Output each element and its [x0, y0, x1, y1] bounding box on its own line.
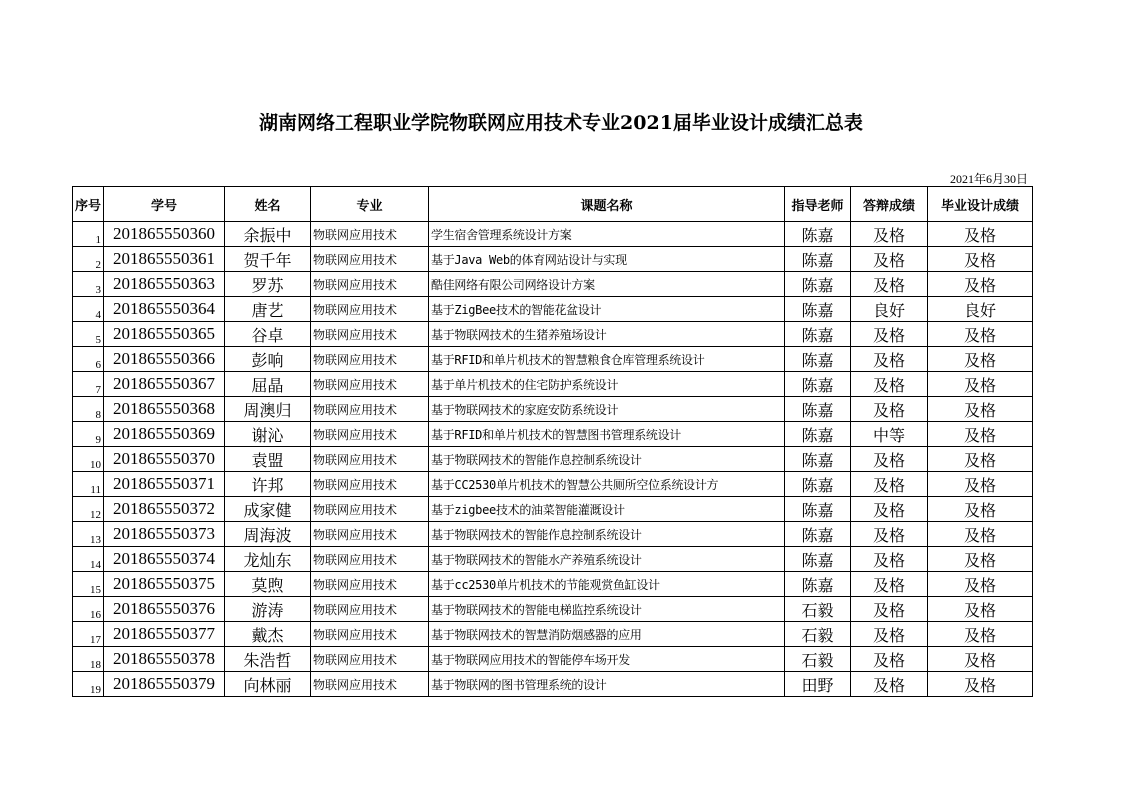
cell-seq: 10	[73, 447, 104, 472]
cell-topic: 基于RFID和单片机技术的智慧图书管理系统设计	[429, 422, 785, 447]
cell-major: 物联网应用技术	[311, 522, 429, 547]
cell-student-id: 201865550372	[104, 497, 225, 522]
cell-topic: 基于zigbee技术的油菜智能灌溉设计	[429, 497, 785, 522]
cell-final: 及格	[928, 422, 1033, 447]
cell-major: 物联网应用技术	[311, 597, 429, 622]
cell-name: 成家健	[225, 497, 311, 522]
cell-advisor: 石毅	[785, 622, 851, 647]
cell-name: 戴杰	[225, 622, 311, 647]
cell-name: 朱浩哲	[225, 647, 311, 672]
cell-advisor: 陈嘉	[785, 497, 851, 522]
cell-name: 向林丽	[225, 672, 311, 697]
cell-name: 唐艺	[225, 297, 311, 322]
cell-name: 余振中	[225, 222, 311, 247]
cell-name: 罗苏	[225, 272, 311, 297]
cell-topic: 基于RFID和单片机技术的智慧粮食仓库管理系统设计	[429, 347, 785, 372]
cell-advisor: 石毅	[785, 647, 851, 672]
cell-final: 及格	[928, 522, 1033, 547]
cell-final: 及格	[928, 372, 1033, 397]
header-name: 姓名	[225, 187, 311, 222]
cell-final: 及格	[928, 622, 1033, 647]
cell-major: 物联网应用技术	[311, 247, 429, 272]
cell-seq: 8	[73, 397, 104, 422]
table-row	[73, 547, 1033, 572]
cell-student-id: 201865550370	[104, 447, 225, 472]
cell-major: 物联网应用技术	[311, 422, 429, 447]
cell-seq: 18	[73, 647, 104, 672]
cell-defense: 及格	[851, 522, 928, 547]
header-advisor: 指导老师	[785, 187, 851, 222]
cell-topic: 基于物联网技术的智能水产养殖系统设计	[429, 547, 785, 572]
cell-final: 及格	[928, 272, 1033, 297]
cell-name: 周海波	[225, 522, 311, 547]
cell-defense: 及格	[851, 322, 928, 347]
cell-final: 及格	[928, 322, 1033, 347]
cell-topic: 基于物联网的图书管理系统的设计	[429, 672, 785, 697]
grades-body	[73, 222, 1033, 697]
cell-advisor: 陈嘉	[785, 272, 851, 297]
cell-defense: 及格	[851, 672, 928, 697]
cell-advisor: 陈嘉	[785, 422, 851, 447]
cell-student-id: 201865550378	[104, 647, 225, 672]
cell-advisor: 陈嘉	[785, 522, 851, 547]
cell-name: 龙灿东	[225, 547, 311, 572]
cell-seq: 6	[73, 347, 104, 372]
cell-topic: 基于物联网应用技术的智能停车场开发	[429, 647, 785, 672]
cell-student-id: 201865550373	[104, 522, 225, 547]
header-seq: 序号	[73, 187, 104, 222]
table-row	[73, 597, 1033, 622]
cell-defense: 及格	[851, 397, 928, 422]
cell-seq: 12	[73, 497, 104, 522]
cell-topic: 基于cc2530单片机技术的节能观赏鱼缸设计	[429, 572, 785, 597]
cell-advisor: 陈嘉	[785, 397, 851, 422]
cell-defense: 及格	[851, 372, 928, 397]
cell-topic: 学生宿舍管理系统设计方案	[429, 222, 785, 247]
cell-name: 周澳归	[225, 397, 311, 422]
cell-seq: 13	[73, 522, 104, 547]
cell-name: 莫煦	[225, 572, 311, 597]
table-row	[73, 572, 1033, 597]
cell-final: 及格	[928, 547, 1033, 572]
cell-advisor: 陈嘉	[785, 572, 851, 597]
cell-defense: 及格	[851, 622, 928, 647]
cell-topic: 基于Java Web的体育网站设计与实现	[429, 247, 785, 272]
cell-topic: 酷佳网络有限公司网络设计方案	[429, 272, 785, 297]
cell-final: 及格	[928, 447, 1033, 472]
cell-advisor: 陈嘉	[785, 472, 851, 497]
cell-defense: 及格	[851, 447, 928, 472]
cell-major: 物联网应用技术	[311, 647, 429, 672]
cell-advisor: 陈嘉	[785, 297, 851, 322]
cell-major: 物联网应用技术	[311, 372, 429, 397]
header-student-id: 学号	[104, 187, 225, 222]
cell-student-id: 201865550367	[104, 372, 225, 397]
cell-student-id: 201865550369	[104, 422, 225, 447]
cell-advisor: 陈嘉	[785, 247, 851, 272]
cell-defense: 及格	[851, 647, 928, 672]
cell-advisor: 田野	[785, 672, 851, 697]
cell-major: 物联网应用技术	[311, 547, 429, 572]
cell-student-id: 201865550374	[104, 547, 225, 572]
document-title: 湖南网络工程职业学院物联网应用技术专业2021届毕业设计成绩汇总表	[259, 112, 863, 134]
cell-seq: 19	[73, 672, 104, 697]
cell-final: 及格	[928, 397, 1033, 422]
cell-student-id: 201865550377	[104, 622, 225, 647]
table-row	[73, 372, 1033, 397]
cell-defense: 及格	[851, 272, 928, 297]
cell-student-id: 201865550365	[104, 322, 225, 347]
header-final: 毕业设计成绩	[928, 187, 1033, 222]
cell-advisor: 陈嘉	[785, 547, 851, 572]
table-row	[73, 322, 1033, 347]
cell-name: 贺千年	[225, 247, 311, 272]
table-row	[73, 297, 1033, 322]
cell-student-id: 201865550379	[104, 672, 225, 697]
table-row	[73, 347, 1033, 372]
cell-major: 物联网应用技术	[311, 447, 429, 472]
cell-seq: 17	[73, 622, 104, 647]
table-row	[73, 247, 1033, 272]
cell-name: 谢沁	[225, 422, 311, 447]
cell-seq: 15	[73, 572, 104, 597]
cell-final: 及格	[928, 672, 1033, 697]
header-topic: 课题名称	[429, 187, 785, 222]
cell-defense: 及格	[851, 497, 928, 522]
table-row	[73, 272, 1033, 297]
cell-name: 许邦	[225, 472, 311, 497]
cell-final: 及格	[928, 572, 1033, 597]
cell-final: 良好	[928, 297, 1033, 322]
cell-topic: 基于物联网技术的生猪养殖场设计	[429, 322, 785, 347]
cell-major: 物联网应用技术	[311, 572, 429, 597]
cell-major: 物联网应用技术	[311, 272, 429, 297]
cell-name: 彭响	[225, 347, 311, 372]
cell-final: 及格	[928, 597, 1033, 622]
table-row	[73, 222, 1033, 247]
cell-defense: 及格	[851, 347, 928, 372]
cell-defense: 及格	[851, 547, 928, 572]
cell-topic: 基于物联网技术的智能作息控制系统设计	[429, 447, 785, 472]
cell-seq: 9	[73, 422, 104, 447]
cell-defense: 中等	[851, 422, 928, 447]
cell-topic: 基于CC2530单片机技术的智慧公共厕所空位系统设计方	[429, 472, 785, 497]
cell-topic: 基于物联网技术的家庭安防系统设计	[429, 397, 785, 422]
cell-final: 及格	[928, 647, 1033, 672]
cell-student-id: 201865550376	[104, 597, 225, 622]
cell-topic: 基于物联网技术的智能电梯监控系统设计	[429, 597, 785, 622]
cell-major: 物联网应用技术	[311, 672, 429, 697]
cell-student-id: 201865550375	[104, 572, 225, 597]
cell-defense: 及格	[851, 597, 928, 622]
cell-final: 及格	[928, 497, 1033, 522]
cell-major: 物联网应用技术	[311, 472, 429, 497]
header-defense: 答辩成绩	[851, 187, 928, 222]
cell-advisor: 石毅	[785, 597, 851, 622]
cell-advisor: 陈嘉	[785, 322, 851, 347]
cell-student-id: 201865550363	[104, 272, 225, 297]
cell-topic: 基于ZigBee技术的智能花盆设计	[429, 297, 785, 322]
cell-name: 袁盟	[225, 447, 311, 472]
cell-defense: 良好	[851, 297, 928, 322]
cell-seq: 2	[73, 247, 104, 272]
cell-major: 物联网应用技术	[311, 397, 429, 422]
cell-seq: 1	[73, 222, 104, 247]
cell-topic: 基于物联网技术的智能作息控制系统设计	[429, 522, 785, 547]
cell-seq: 3	[73, 272, 104, 297]
cell-seq: 4	[73, 297, 104, 322]
table-row	[73, 422, 1033, 447]
cell-topic: 基于物联网技术的智慧消防烟感器的应用	[429, 622, 785, 647]
cell-major: 物联网应用技术	[311, 322, 429, 347]
header-major: 专业	[311, 187, 429, 222]
table-row	[73, 647, 1033, 672]
cell-student-id: 201865550368	[104, 397, 225, 422]
report-date: 2021年6月30日	[949, 172, 1028, 186]
cell-final: 及格	[928, 347, 1033, 372]
cell-student-id: 201865550366	[104, 347, 225, 372]
header-row	[73, 187, 1033, 222]
cell-major: 物联网应用技术	[311, 622, 429, 647]
cell-seq: 5	[73, 322, 104, 347]
cell-major: 物联网应用技术	[311, 497, 429, 522]
cell-defense: 及格	[851, 472, 928, 497]
cell-advisor: 陈嘉	[785, 222, 851, 247]
table-row	[73, 447, 1033, 472]
cell-major: 物联网应用技术	[311, 347, 429, 372]
cell-major: 物联网应用技术	[311, 297, 429, 322]
cell-student-id: 201865550371	[104, 472, 225, 497]
table-row	[73, 672, 1033, 697]
cell-advisor: 陈嘉	[785, 347, 851, 372]
cell-seq: 14	[73, 547, 104, 572]
cell-final: 及格	[928, 247, 1033, 272]
cell-advisor: 陈嘉	[785, 372, 851, 397]
cell-student-id: 201865550360	[104, 222, 225, 247]
grades-table	[72, 186, 1033, 697]
cell-defense: 及格	[851, 247, 928, 272]
cell-name: 游涛	[225, 597, 311, 622]
cell-final: 及格	[928, 472, 1033, 497]
table-row	[73, 622, 1033, 647]
cell-student-id: 201865550361	[104, 247, 225, 272]
cell-major: 物联网应用技术	[311, 222, 429, 247]
cell-student-id: 201865550364	[104, 297, 225, 322]
cell-defense: 及格	[851, 222, 928, 247]
table-row	[73, 497, 1033, 522]
cell-seq: 11	[73, 472, 104, 497]
cell-defense: 及格	[851, 572, 928, 597]
table-row	[73, 397, 1033, 422]
cell-seq: 16	[73, 597, 104, 622]
table-row	[73, 472, 1033, 497]
cell-final: 及格	[928, 222, 1033, 247]
cell-name: 谷卓	[225, 322, 311, 347]
cell-seq: 7	[73, 372, 104, 397]
cell-advisor: 陈嘉	[785, 447, 851, 472]
table-row	[73, 522, 1033, 547]
cell-topic: 基于单片机技术的住宅防护系统设计	[429, 372, 785, 397]
cell-name: 屈晶	[225, 372, 311, 397]
